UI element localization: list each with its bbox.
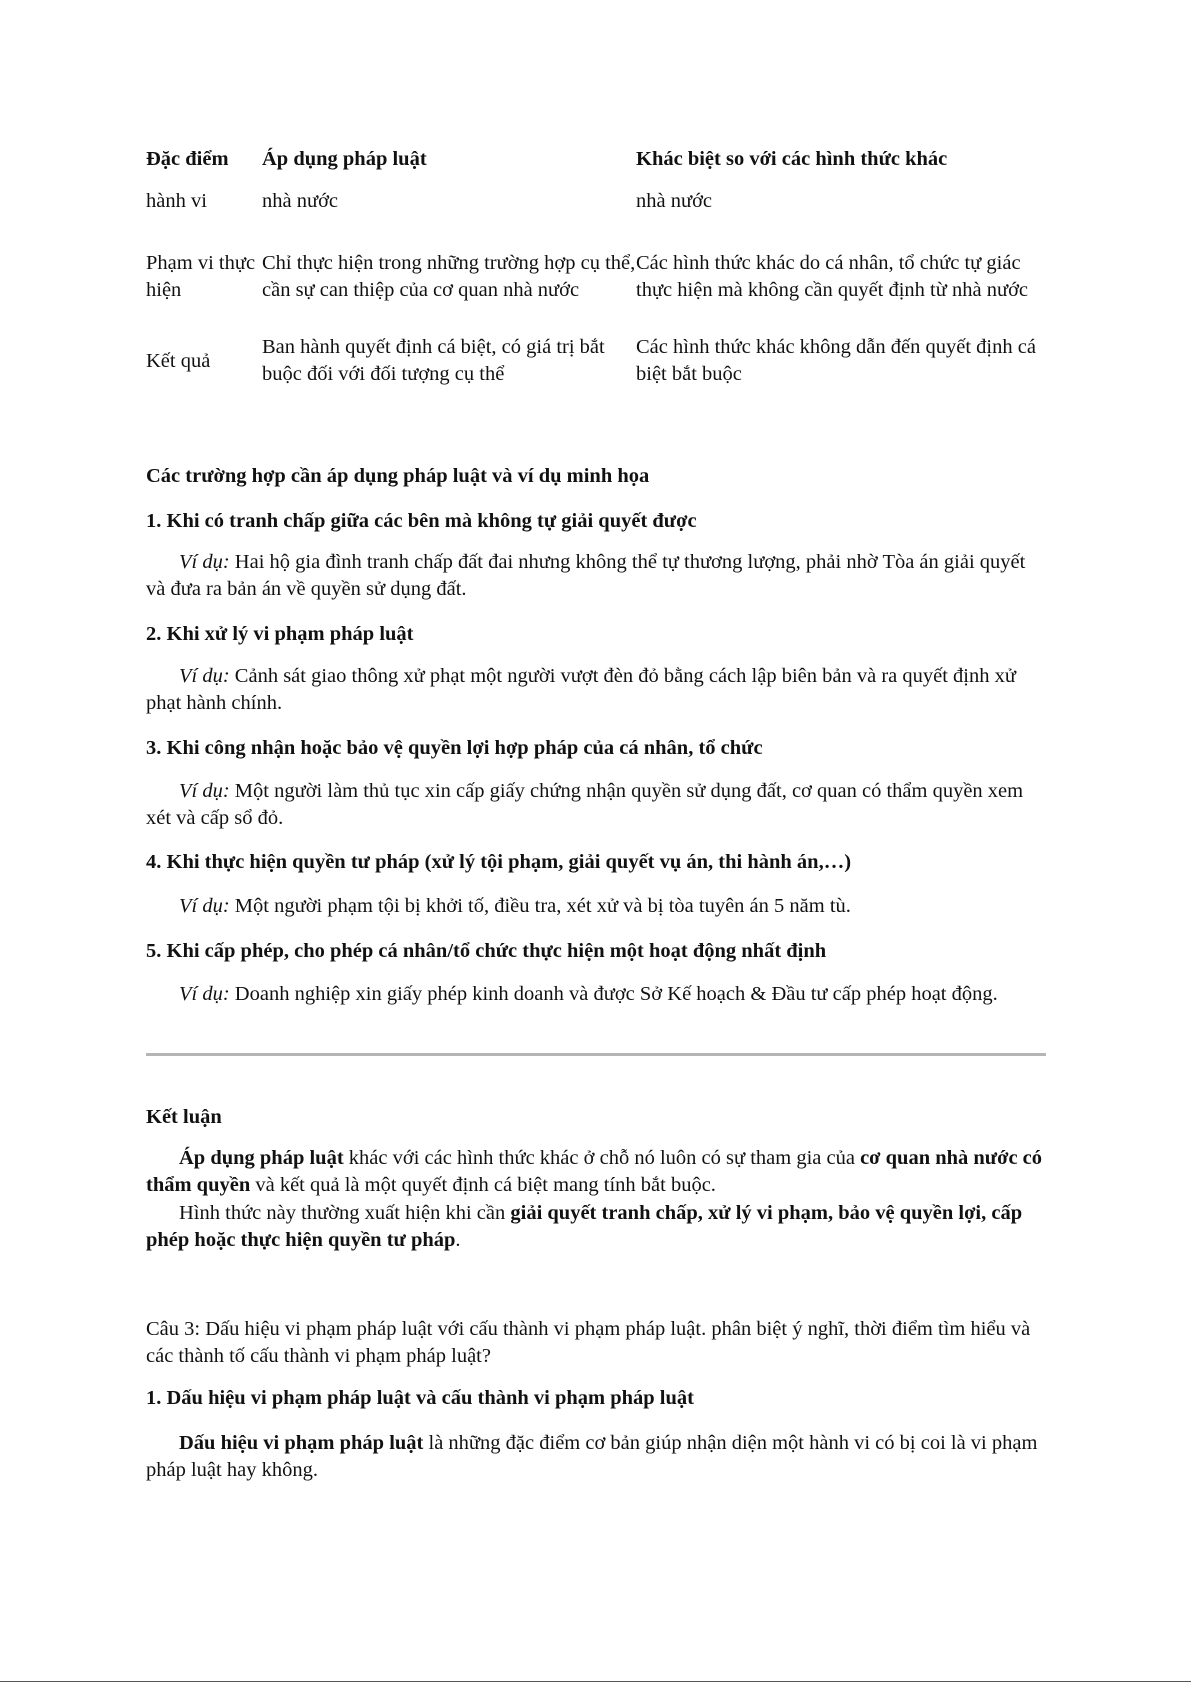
bold-term: Dấu hiệu vi phạm pháp luật	[179, 1432, 424, 1454]
paragraph-text: là những đặc điểm cơ bản giúp nhận diện một hành vi có bị coi là vi phạm pháp luật hay không.	[146, 1432, 1038, 1481]
table-cell: Các hình thức khác do cá nhân, tổ chức tự giác thực hiện mà không cần quyết định từ nhà nước	[636, 252, 1029, 301]
case-example	[146, 778, 1046, 832]
paragraph-text: khác với các hình thức khác ở chỗ nó luôn có sự tham gia của	[343, 1147, 861, 1169]
table-cell: nhà nước	[262, 189, 339, 212]
page-bottom-edge	[0, 1681, 1191, 1682]
question-heading: 1. Dấu hiệu vi phạm pháp luật và cấu thành vi phạm pháp luật	[146, 1387, 694, 1409]
example-label: Ví dụ:	[179, 551, 230, 573]
example-text: Hai hộ gia đình tranh chấp đất đai nhưng không thể tự thương lượng, phải nhờ Tòa án giải quyết và đưa ra bản án về quyền sử dụng đất.	[146, 551, 1026, 600]
section-title: Các trường hợp cần áp dụng pháp luật và ví dụ minh họa	[146, 465, 650, 487]
row-label: Phạm vi thực hiện	[146, 252, 256, 301]
conclusion-paragraph	[146, 1145, 1046, 1199]
paragraph-text: Hình thức này thường xuất hiện khi cần	[179, 1202, 511, 1224]
comparison-table	[146, 144, 1046, 396]
case-example	[146, 663, 1046, 717]
conclusion-paragraph	[146, 1200, 1046, 1254]
table-header-cell: Đặc điểm	[146, 147, 229, 170]
table-cell: nhà nước	[636, 189, 713, 212]
row-label: Kết quả	[146, 349, 211, 372]
bold-term: cơ quan nhà nước có thẩm quyền	[146, 1147, 1043, 1196]
example-text: Doanh nghiệp xin giấy phép kinh doanh và được Sở Kế hoạch & Đầu tư cấp phép hoạt động.	[234, 983, 998, 1005]
case-heading: 2. Khi xử lý vi phạm pháp luật	[146, 623, 414, 645]
table-row	[146, 228, 1046, 326]
case-heading: 1. Khi có tranh chấp giữa các bên mà không tự giải quyết được	[146, 510, 697, 532]
paragraph-text: và kết quả là một quyết định cá biệt mang tính bắt buộc.	[250, 1174, 716, 1196]
table-header-cell: Áp dụng pháp luật	[262, 147, 427, 170]
case-heading: 5. Khi cấp phép, cho phép cá nhân/tổ chức thực hiện một hoạt động nhất định	[146, 940, 827, 962]
horizontal-divider	[146, 1053, 1046, 1056]
case-example	[146, 981, 1046, 1008]
case-example	[146, 893, 1046, 920]
example-label: Ví dụ:	[179, 780, 230, 802]
conclusion-title: Kết luận	[146, 1106, 222, 1128]
example-text: Cảnh sát giao thông xử phạt một người vượt đèn đỏ bằng cách lập biên bản và ra quyết định xử phạt hành chính.	[146, 665, 1016, 714]
table-header-cell: Khác biệt so với các hình thức khác	[636, 147, 948, 170]
table-cell: Chỉ thực hiện trong những trường hợp cụ thể, cần sự can thiệp của cơ quan nhà nước	[262, 252, 636, 301]
table-row	[146, 174, 1046, 228]
case-heading: 4. Khi thực hiện quyền tư pháp (xử lý tội phạm, giải quyết vụ án, thi hành án,…)	[146, 851, 852, 873]
bold-term: Áp dụng pháp luật	[179, 1147, 344, 1169]
table-cell: Ban hành quyết định cá biệt, có giá trị bắt buộc đối với đối tượng cụ thể	[262, 336, 605, 385]
question-text: Câu 3: Dấu hiệu vi phạm pháp luật với cấu thành vi phạm pháp luật. phân biệt ý nghĩ, thời điểm tìm hiểu và các thành tố cấu thành vi phạm pháp luật?	[146, 1318, 1031, 1367]
bold-term: giải quyết tranh chấp, xử lý vi phạm, bảo vệ quyền lợi, cấp phép hoặc thực hiện quyền tư pháp	[146, 1202, 1023, 1251]
table-cell: Các hình thức khác không dẫn đến quyết định cá biệt bắt buộc	[636, 336, 1036, 385]
paragraph-text: .	[455, 1229, 461, 1251]
case-heading: 3. Khi công nhận hoặc bảo vệ quyền lợi hợp pháp của cá nhân, tổ chức	[146, 737, 763, 759]
example-label: Ví dụ:	[179, 983, 230, 1005]
example-label: Ví dụ:	[179, 895, 230, 917]
example-text: Một người phạm tội bị khởi tố, điều tra, xét xử và bị tòa tuyên án 5 năm tù.	[234, 895, 851, 917]
row-label: hành vi	[146, 189, 207, 212]
question-paragraph	[146, 1430, 1046, 1484]
table-header-row	[146, 144, 1046, 174]
case-example	[146, 549, 1046, 603]
table-row	[146, 326, 1046, 396]
example-text: Một người làm thủ tục xin cấp giấy chứng nhận quyền sử dụng đất, cơ quan có thẩm quyền xem xét và cấp sổ đỏ.	[146, 780, 1024, 829]
example-label: Ví dụ:	[179, 665, 230, 687]
